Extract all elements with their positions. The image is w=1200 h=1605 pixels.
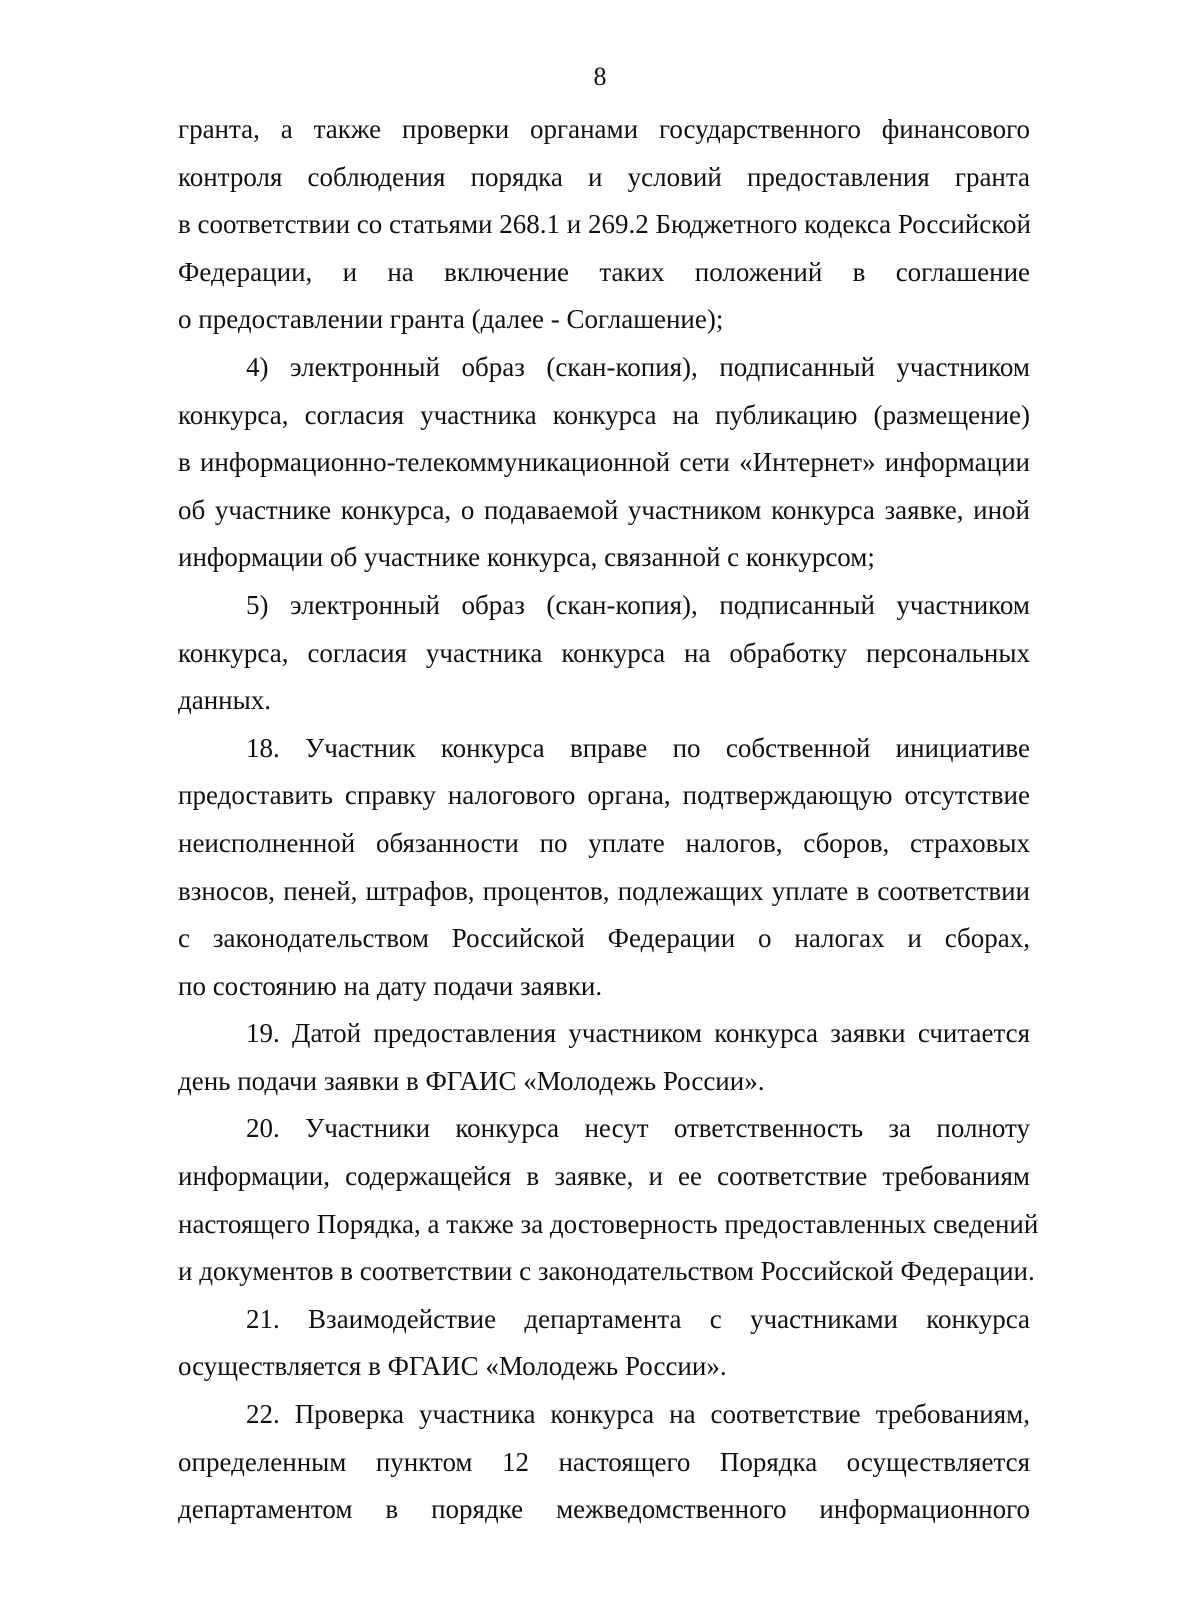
text-line: взносов, пеней, штрафов, процентов, подлежащих уплате в соответствии [178, 875, 1030, 906]
text-line: контроля соблюдения порядка и условий предоставления гранта [178, 161, 1030, 192]
text-line: осуществляется в ФГАИС «Молодежь России». [178, 1351, 727, 1382]
text-line: по состоянию на дату подачи заявки. [178, 970, 603, 1001]
text-line: Федерации, и на включение таких положений в соглашение [178, 256, 1030, 287]
paragraph [178, 582, 1030, 725]
text-line: департаментом в порядке межведомственного информационного [178, 1494, 1030, 1525]
text-line: 18. Участник конкурса вправе по собственной инициативе [246, 732, 1030, 763]
paragraph [178, 1296, 1030, 1391]
text-line: данных. [178, 685, 272, 716]
paragraph [178, 344, 1030, 582]
text-line: информации об участнике конкурса, связанной с конкурсом; [178, 542, 875, 573]
text-line: об участнике конкурса, о подаваемой участником конкурса заявке, иной [178, 494, 1030, 525]
text-line: 20. Участники конкурса несут ответственность за полноту [246, 1113, 1030, 1144]
text-line: с законодательством Российской Федерации о налогах и сборах, [178, 923, 1030, 954]
paragraph [178, 725, 1030, 1011]
text-line: 21. Взаимодействие департамента с участниками конкурса [246, 1303, 1030, 1334]
text-line: конкурса, согласия участника конкурса на публикацию (размещение) [178, 399, 1030, 430]
text-line: в информационно-телекоммуникационной сети «Интернет» информации [178, 447, 1030, 478]
text-line: и документов в соответствии с законодательством Российской Федерации. [178, 1256, 1035, 1287]
text-line: 5) электронный образ (скан-копия), подписанный участником [246, 589, 1030, 620]
text-line: настоящего Порядка, а также за достоверность предоставленных сведений [178, 1208, 1039, 1239]
document-body [178, 106, 1039, 1534]
text-line: конкурса, согласия участника конкурса на обработку персональных [178, 637, 1030, 668]
text-line: 19. Датой предоставления участником конкурса заявки считается [246, 1018, 1030, 1049]
text-line: день подачи заявки в ФГАИС «Молодежь России». [178, 1065, 765, 1096]
paragraph [178, 1391, 1030, 1534]
paragraph [178, 1010, 1030, 1105]
text-line: 4) электронный образ (скан-копия), подписанный участником [246, 351, 1030, 382]
paragraph [178, 1105, 1039, 1295]
text-line: о предоставлении гранта (далее - Соглашение); [178, 304, 724, 335]
page-number: 8 [593, 62, 607, 91]
text-line: в соответствии со статьями 268.1 и 269.2 Бюджетного кодекса Российской [178, 209, 1031, 240]
text-line: определенным пунктом 12 настоящего Порядка осуществляется [178, 1446, 1030, 1477]
text-line: неисполненной обязанности по уплате налогов, сборов, страховых [178, 827, 1030, 858]
text-line: информации, содержащейся в заявке, и ее соответствие требованиям [178, 1161, 1030, 1192]
text-line: гранта, а также проверки органами государственного финансового [178, 114, 1030, 144]
paragraph [178, 106, 1030, 344]
text-line: предоставить справку налогового органа, подтверждающую отсутствие [178, 780, 1030, 811]
text-line: 22. Проверка участника конкурса на соответствие требованиям, [246, 1399, 1030, 1430]
